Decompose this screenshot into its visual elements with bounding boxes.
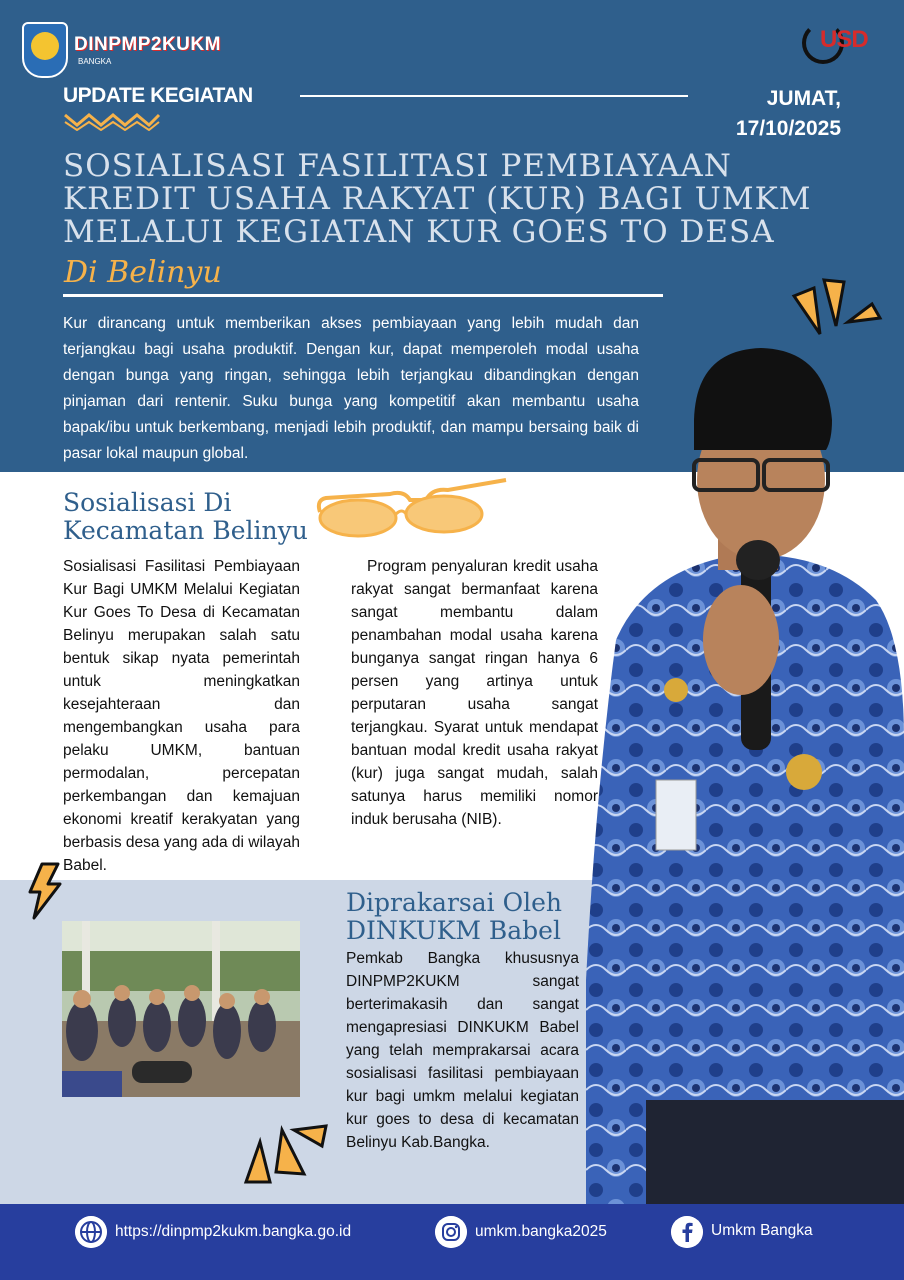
section2-heading-line-2: DINKUKM Babel xyxy=(346,916,561,945)
org-logo-sub: BANGKA xyxy=(78,57,112,66)
glasses-decoration-icon xyxy=(314,470,516,540)
title-location: Di Belinyu xyxy=(64,255,222,290)
title-underline xyxy=(63,294,663,297)
header-divider xyxy=(300,95,688,97)
date-value: 17/10/2025 xyxy=(735,117,841,140)
zigzag-decoration-icon xyxy=(63,111,161,131)
burst-decoration-icon xyxy=(790,278,884,342)
date-day: JUMAT, xyxy=(766,87,841,110)
page-title xyxy=(63,150,843,249)
regency-emblem-icon xyxy=(22,22,68,78)
section2-body: Pemkab Bangka khususnya DINPMP2KUKM sangat berterimakasih dan sangat mengapresiasi DINKUKM Babel yang telah memprakarsai acara sosialisasi fasilitasi pembiayaan kur bagi umkm melalui kegiatan kur goes to desa di kecamatan Belinyu Kab.Bangka. xyxy=(346,950,579,1151)
title-line-1: SOSIALISASI FASILITASI PEMBIAYAAN xyxy=(63,148,732,184)
partner-logo-text: USD xyxy=(820,26,868,53)
official-portrait xyxy=(586,340,904,1204)
section1-heading-line-1: Sosialisasi Di xyxy=(63,488,232,517)
title-line-2: KREDIT USAHA RAKYAT (KUR) BAGI UMKM xyxy=(63,181,812,217)
instagram-icon xyxy=(435,1216,467,1248)
burst-decoration-icon xyxy=(238,1116,334,1188)
intro-paragraph: Kur dirancang untuk memberikan akses pembiayaan yang lebih mudah dan terjangkau bagi usaha produktif. Dengan kur, dapat memperoleh modal usaha dengan bunga yang ringan, sehingga lebih terjangkau dibandingkan dengan pinjaman dari rentenir. Suku bunga yang kompetitif akan membantu usaha bapak/ibu untuk berkembang, menjadi lebih produktif, dan mampu bersaing baik di pasar lokal maupun global. xyxy=(63,315,639,462)
instagram-handle[interactable]: umkm.bangka2025 xyxy=(475,1223,607,1240)
facebook-page[interactable]: Umkm Bangka xyxy=(711,1222,813,1239)
partner-logo xyxy=(802,22,882,62)
facebook-icon xyxy=(671,1216,703,1248)
section1-column-2: Program penyaluran kredit usaha rakyat sangat bermanfaat karena sangat membantu dalam penambahan modal usaha karena bunganya sangat ringan hanya 6 persen yang artinya untuk perputaran usaha sangat terjangkau. Syarat untuk mendapat bantuan modal kredit usaha rakyat (kur) juga sangat mudah, salah satunya harus memiliki nomor induk berusaha (NIB). xyxy=(351,558,598,828)
event-photo xyxy=(62,921,300,1097)
section2-heading xyxy=(346,889,562,945)
section1-heading xyxy=(63,489,308,545)
section-label: UPDATE KEGIATAN xyxy=(63,84,253,107)
org-logo-text: DINPMP2KUKM xyxy=(74,34,221,55)
section1-column-1: Sosialisasi Fasilitasi Pembiayaan Kur Bagi UMKM Melalui Kegiatan Kur Goes To Desa di Kecamatan Belinyu merupakan salah satu bentuk sikap nyata pemerintah untuk meningkatkan kesejahteraan dan mengembangkan usaha para pelaku UMKM, bantuan permodalan, percepatan perkembangan dan kemajuan ekonomi kreatif kerakyatan yang berbasis desa yang ada di wilayah Babel. xyxy=(63,558,300,874)
section1-heading-line-2: Kecamatan Belinyu xyxy=(63,516,308,545)
website-link[interactable]: https://dinpmp2kukm.bangka.go.id xyxy=(115,1223,352,1240)
section2-heading-line-1: Diprakarsai Oleh xyxy=(346,888,562,917)
title-line-3: MELALUI KEGIATAN KUR GOES TO DESA xyxy=(63,214,775,250)
event-date xyxy=(700,84,841,144)
globe-icon xyxy=(75,1216,107,1248)
lightning-icon xyxy=(24,862,64,920)
